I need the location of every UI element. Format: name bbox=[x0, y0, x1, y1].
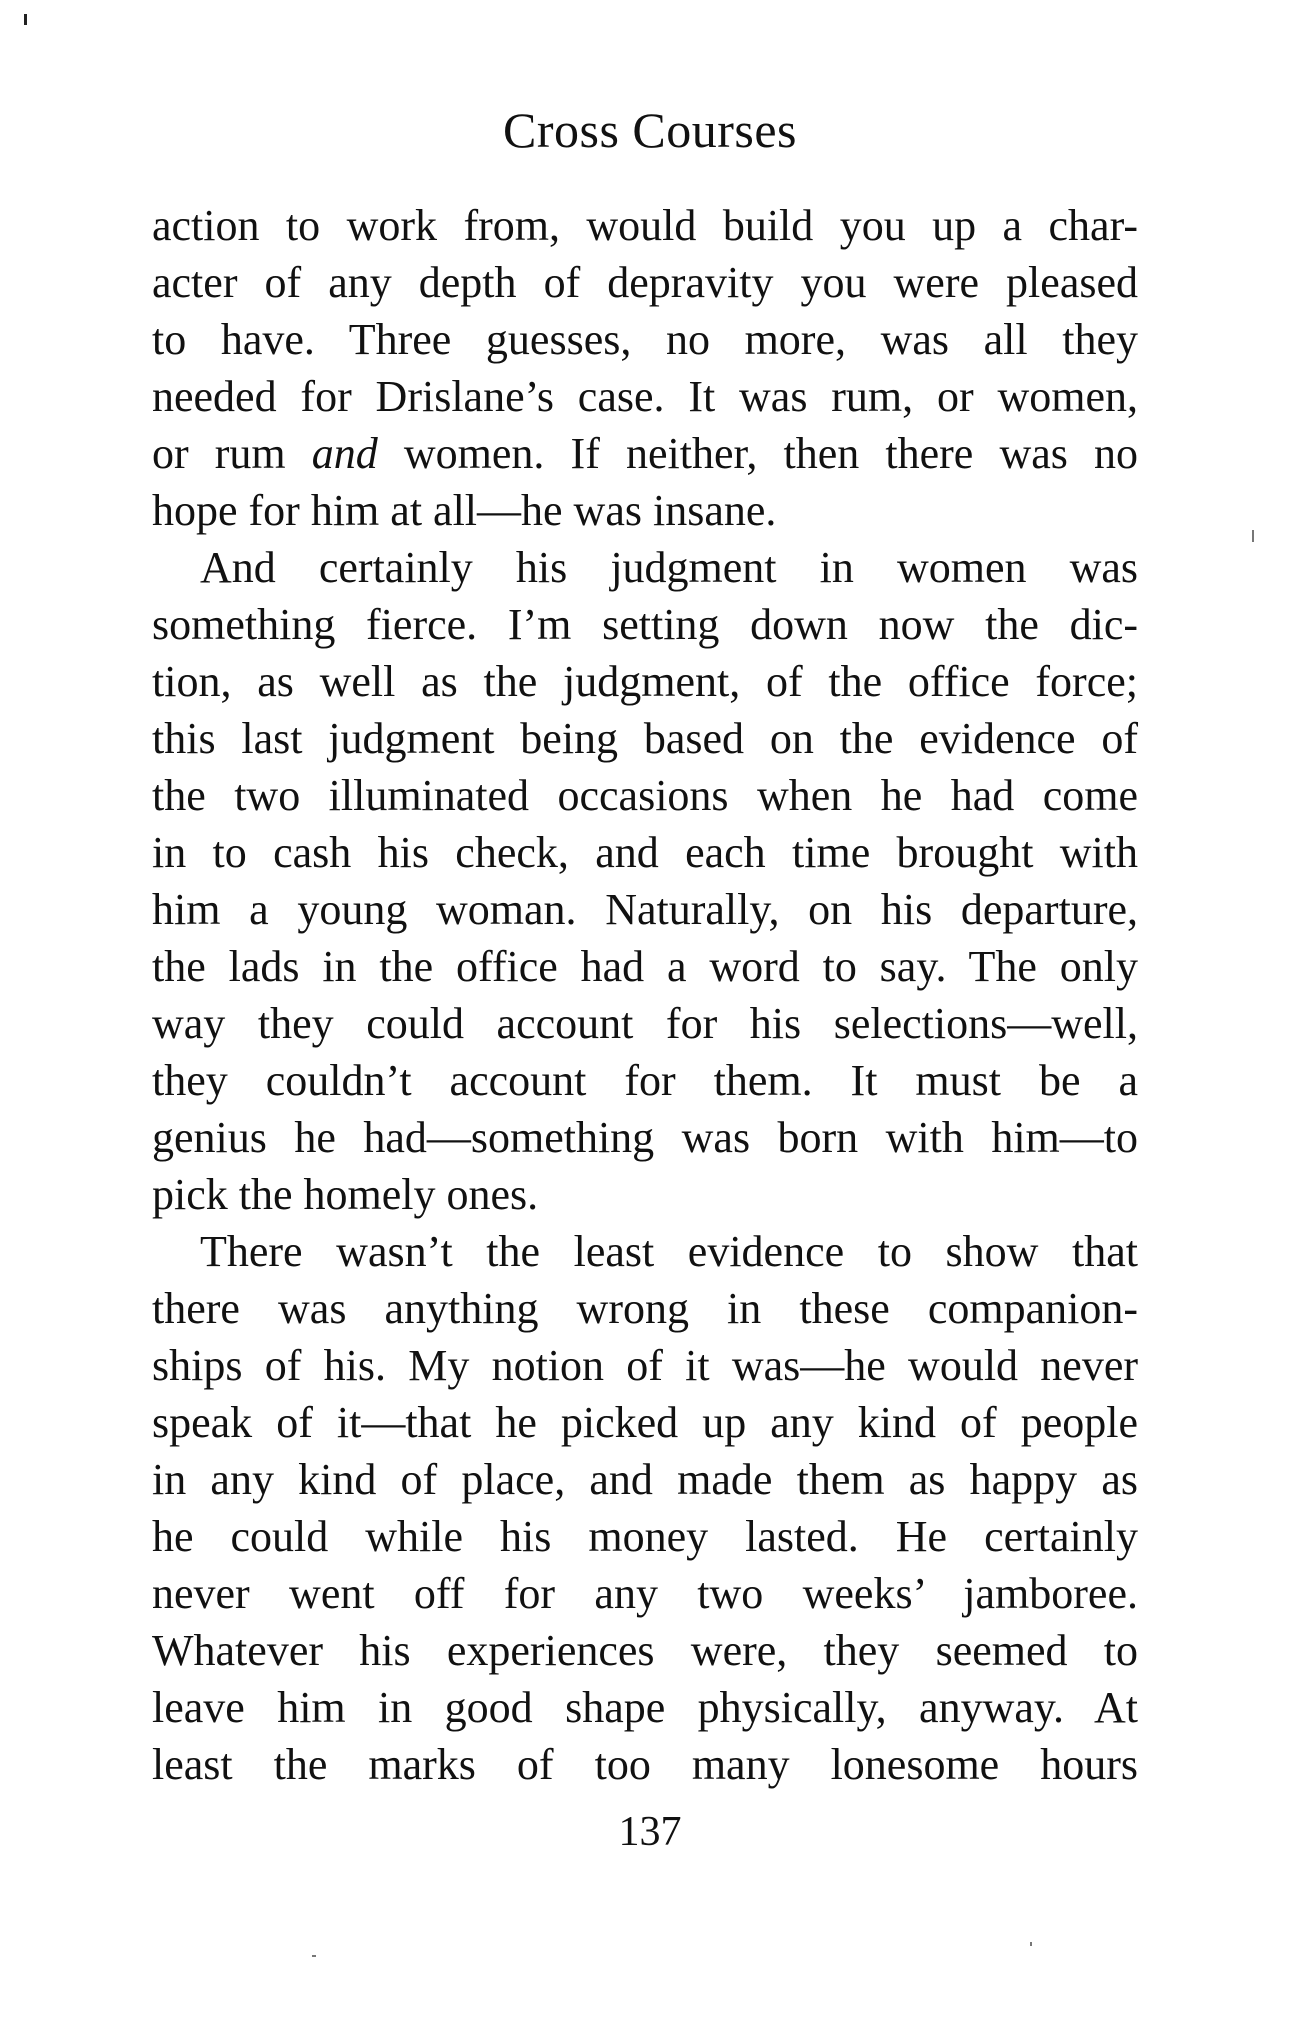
text-line: There wasn’t the least evidence to show that bbox=[200, 1227, 1138, 1276]
running-head: Cross Courses bbox=[502, 102, 798, 158]
stray-ink-mark bbox=[24, 14, 27, 25]
text-line: genius he had—something was born with him—to bbox=[152, 1113, 1138, 1162]
text-line: to have. Three guesses, no more, was all they bbox=[152, 315, 1138, 364]
paper-speck bbox=[1030, 1942, 1032, 1946]
text-line: they couldn’t account for them. It must be a bbox=[152, 1056, 1138, 1105]
paper-speck bbox=[312, 1955, 316, 1957]
text-run: women. If neither, then there was no bbox=[377, 429, 1138, 478]
paragraph bbox=[152, 1223, 1138, 1793]
text-run: or rum bbox=[152, 429, 312, 478]
text-line: ships of his. My notion of it was—he would never bbox=[152, 1341, 1138, 1390]
text-line: never went off for any two weeks’ jamboree. bbox=[152, 1569, 1138, 1618]
text-line: the lads in the office had a word to say. The only bbox=[152, 942, 1138, 991]
text-line: there was anything wrong in these companion- bbox=[152, 1284, 1138, 1333]
body-text bbox=[152, 197, 1138, 1793]
text-line: pick the homely ones. bbox=[152, 1170, 539, 1219]
text-line: he could while his money lasted. He certainly bbox=[152, 1512, 1138, 1561]
text-line: something fierce. I’m setting down now the dic- bbox=[152, 600, 1138, 649]
paper-speck bbox=[1252, 530, 1254, 542]
text-line: Whatever his experiences were, they seemed to bbox=[152, 1626, 1138, 1675]
text-line: acter of any depth of depravity you were pleased bbox=[152, 258, 1138, 307]
page-number: 137 bbox=[618, 1809, 682, 1855]
text-line: least the marks of too many lonesome hours bbox=[152, 1740, 1138, 1789]
paragraph bbox=[152, 539, 1138, 1223]
text-line: leave him in good shape physically, anyway. At bbox=[152, 1683, 1138, 1732]
text-line bbox=[152, 425, 1138, 482]
text-line: way they could account for his selections—well, bbox=[152, 999, 1138, 1048]
text-line: action to work from, would build you up a char- bbox=[152, 201, 1138, 250]
text-line: this last judgment being based on the evidence of bbox=[152, 714, 1138, 763]
text-line: tion, as well as the judgment, of the office force; bbox=[152, 657, 1138, 706]
text-line: the two illuminated occasions when he had come bbox=[152, 771, 1138, 820]
text-line: in any kind of place, and made them as happy as bbox=[152, 1455, 1138, 1504]
text-line: hope for him at all—he was insane. bbox=[152, 486, 777, 535]
text-line: And certainly his judgment in women was bbox=[200, 543, 1138, 592]
text-line: in to cash his check, and each time brought with bbox=[152, 828, 1138, 877]
italic-word: and bbox=[311, 429, 378, 478]
text-line: speak of it—that he picked up any kind of people bbox=[152, 1398, 1138, 1447]
paragraph bbox=[152, 197, 1138, 539]
text-line: needed for Drislane’s case. It was rum, or women, bbox=[152, 372, 1138, 421]
text-line: him a young woman. Naturally, on his departure, bbox=[152, 885, 1138, 934]
